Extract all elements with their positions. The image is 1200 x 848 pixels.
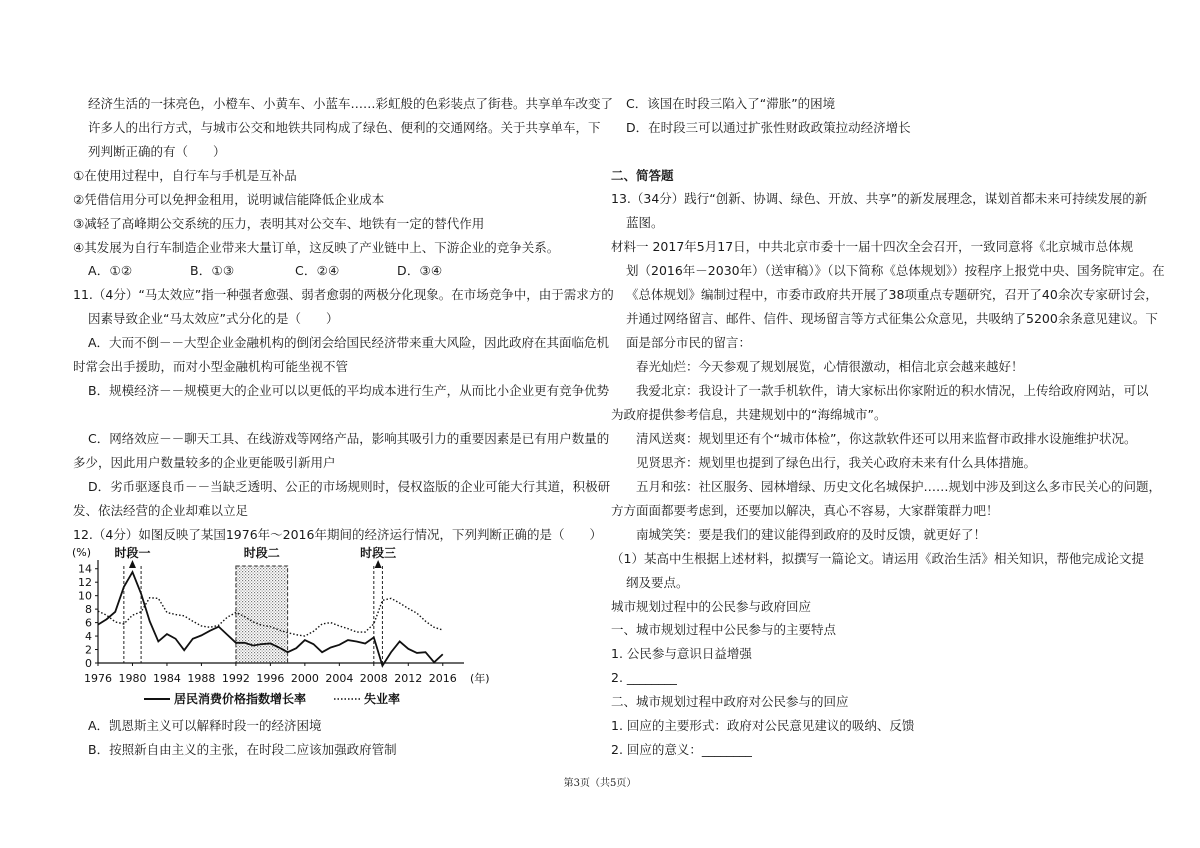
q10-choice-c: C．②④ [295, 263, 340, 278]
q11-option-d-line-1: D．劣币驱逐良币－－当缺乏透明、公正的市场规则时，侵权盗版的企业可能大行其道，积极研 [88, 479, 611, 494]
material1-line-3: 《总体规划》编制过程中，市委市政府共开展了38项重点专题研究，召开了40余次专家研讨会， [626, 287, 1158, 302]
material1-line-2: 划（2016年－2030年）（送审稿）》（以下简称《总体规划》）按程序上报党中央、国务院审定。在 [626, 263, 1165, 278]
q10-stem-line-3: 列判断正确的有（ ） [88, 144, 226, 159]
x-tick-label: 2016 [428, 672, 457, 685]
y-tick-label: 14 [78, 562, 92, 576]
outline-section-2: 二、城市规划过程中政府对公民参与的回应 [611, 694, 849, 709]
x-tick-label: 1984 [152, 672, 181, 685]
x-tick-label: 1988 [187, 672, 216, 685]
message-2-line-2: 为政府提供参考信息，共建规划中的“海绵城市”。 [611, 407, 887, 422]
q12-option-d: D．在时段三可以通过扩张性财政政策拉动经济增长 [626, 120, 911, 135]
y-tick-label: 10 [78, 589, 92, 603]
y-tick-label: 8 [85, 603, 92, 617]
material1-line-4: 并通过网络留言、邮件、信件、现场留言等方式征集公众意见，共吸纳了5200余条意见建议。下 [626, 311, 1158, 326]
q10-item-3: ③减轻了高峰期公交系统的压力，表明其对公交车、地铁有一定的替代作用 [73, 216, 485, 231]
q10-stem-line-1: 经济生活的一抹亮色，小橙车、小黄车、小蓝车……彩虹般的色彩装点了街巷。共享单车改变了 [88, 96, 614, 111]
y-tick-label: 0 [85, 657, 92, 670]
y-tick-label: 6 [85, 616, 92, 630]
x-tick-label: 1976 [84, 672, 112, 685]
q11-stem-line-1: 11.（4分）“马太效应”指一种强者愈强、弱者愈弱的两极分化现象。在市场竞争中，由于需求方的 [73, 287, 614, 302]
message-2-line-1: 我爱北京：我设计了一款手机软件，请大家标出你家附近的积水情况，上传给政府网站，可以 [636, 383, 1149, 398]
legend-unemployment-label: 失业率 [364, 692, 401, 706]
x-tick-label: 2008 [359, 672, 388, 685]
q10-item-1: ①在使用过程中，自行车与手机是互补品 [73, 168, 297, 183]
q10-choice-d: D．③④ [397, 263, 443, 278]
q10-choice-a: A．①② [88, 263, 133, 278]
q10-stem-line-2: 许多人的出行方式，与城市公交和地铁共同构成了绿色、便利的交通网络。关于共享单车，下 [88, 120, 601, 135]
q10-choice-b: B．①③ [190, 263, 235, 278]
x-tick-label: 2000 [290, 672, 319, 685]
page-footer: 第3页（共5页） [563, 778, 637, 789]
x-tick-label: 1992 [221, 672, 250, 685]
q13-stem-line-2: 蓝图。 [626, 215, 664, 230]
q11-option-c-line-1: C．网络效应－－聊天工具、在线游戏等网络产品，影响其吸引力的重要因素是已有用户数量的 [88, 431, 610, 446]
outline-title: 城市规划过程中的公民参与政府回应 [611, 599, 812, 614]
q11-stem-line-2: 因素导致企业“马太效应”式分化的是（ ） [88, 311, 339, 326]
q10-item-4: ④其发展为自行车制造企业带来大量订单，这反映了产业链中上、下游企业的竞争关系。 [73, 240, 560, 255]
q12-option-a: A．凯恩斯主义可以解释时段一的经济困境 [88, 718, 322, 733]
economic-chart [62, 538, 512, 708]
y-tick-label: 2 [85, 643, 92, 657]
period-1-arrow [129, 560, 136, 568]
y-tick-label: 4 [85, 630, 92, 644]
y-axis-unit: (%) [72, 546, 92, 559]
outline-section-1: 一、城市规划过程中公民参与的主要特点 [611, 622, 837, 637]
message-4: 见贤思齐：规划里也提到了绿色出行，我关心政府未来有什么具体措施。 [636, 455, 1037, 470]
q11-option-b: B．规模经济－－规模更大的企业可以以更低的平均成本进行生产，从而比小企业更有竞争优势 [88, 383, 610, 398]
q12-stem: 12.（4分）如图反映了某国1976年～2016年期间的经济运行情况，下列判断正确的是（ ） [73, 527, 602, 542]
q11-option-c-line-2: 多少，因此用户数量较多的企业更能吸引新用户 [73, 455, 336, 470]
q11-option-d-line-2: 发、依法经营的企业却难以立足 [73, 503, 249, 518]
message-3: 清风送爽：规划里还有个“城市体检”，你这款软件还可以用来监督市政排水设施维护状况。 [636, 431, 1137, 446]
x-tick-label: 1980 [118, 672, 147, 685]
material1-line-1: 材料一 2017年5月17日，中共北京市委十一届十四次全会召开，一致同意将《北京城市总体规 [611, 239, 1134, 254]
q12-option-c: C．该国在时段三陷入了“滞胀”的困境 [626, 96, 836, 111]
outline-item-1-1: 1. 公民参与意识日益增强 [611, 646, 752, 661]
period-3-arrow [375, 560, 382, 568]
outline-item-2-2: 2. 回应的意义：________ [611, 742, 752, 757]
period-2-label: 时段二 [243, 546, 280, 560]
period-3-label: 时段三 [360, 546, 397, 560]
q11-option-a-line-2: 时常会出手援助，而对小型金融机构可能坐视不管 [73, 359, 349, 374]
section-title: 二、简答题 [611, 168, 674, 183]
q10-item-2: ②凭借信用分可以免押金租用，说明诚信能降低企业成本 [73, 192, 385, 207]
legend-cpi-label: 居民消费价格指数增长率 [174, 692, 307, 706]
subquestion-1-line-2: 纲及要点。 [626, 575, 689, 590]
q11-option-a-line-1: A．大而不倒－－大型企业金融机构的倒闭会给国民经济带来重大风险，因此政府在其面临危机 [88, 335, 610, 350]
outline-item-2-1: 1. 回应的主要形式：政府对公民意见建议的吸纳、反馈 [611, 718, 915, 733]
y-tick-label: 12 [78, 576, 92, 590]
x-axis-unit: (年) [470, 672, 490, 685]
message-1: 春光灿烂：今天参观了规划展览，心情很激动，相信北京会越来越好！ [636, 359, 1024, 374]
x-tick-label: 2004 [325, 672, 354, 685]
x-tick-label: 1996 [256, 672, 285, 685]
message-6: 南城笑笑：要是我们的建议能得到政府的及时反馈，就更好了！ [636, 527, 987, 542]
q12-option-b: B．按照新自由主义的主张，在时段二应该加强政府管制 [88, 742, 397, 757]
outline-item-1-2: 2. ________ [611, 670, 677, 685]
message-5-line-2: 方方面面都要考虑到，还要加以解决，真心不容易，大家群策群力吧！ [611, 503, 999, 518]
material1-line-5: 面是部分市民的留言： [626, 335, 752, 350]
period-1-label: 时段一 [114, 546, 151, 560]
message-5-line-1: 五月和弦：社区服务、园林增绿、历史文化名城保护……规划中涉及到这么多市民关心的问题， [636, 479, 1162, 494]
subquestion-1-line-1: （1）某高中生根据上述材料，拟撰写一篇论文。请运用《政治生活》相关知识，帮他完成论文提 [611, 551, 1144, 566]
x-tick-label: 2012 [394, 672, 423, 685]
q13-stem-line-1: 13.（34分）践行“创新、协调、绿色、开放、共享”的新发展理念，谋划首都未来可持续发展的新 [611, 191, 1148, 206]
